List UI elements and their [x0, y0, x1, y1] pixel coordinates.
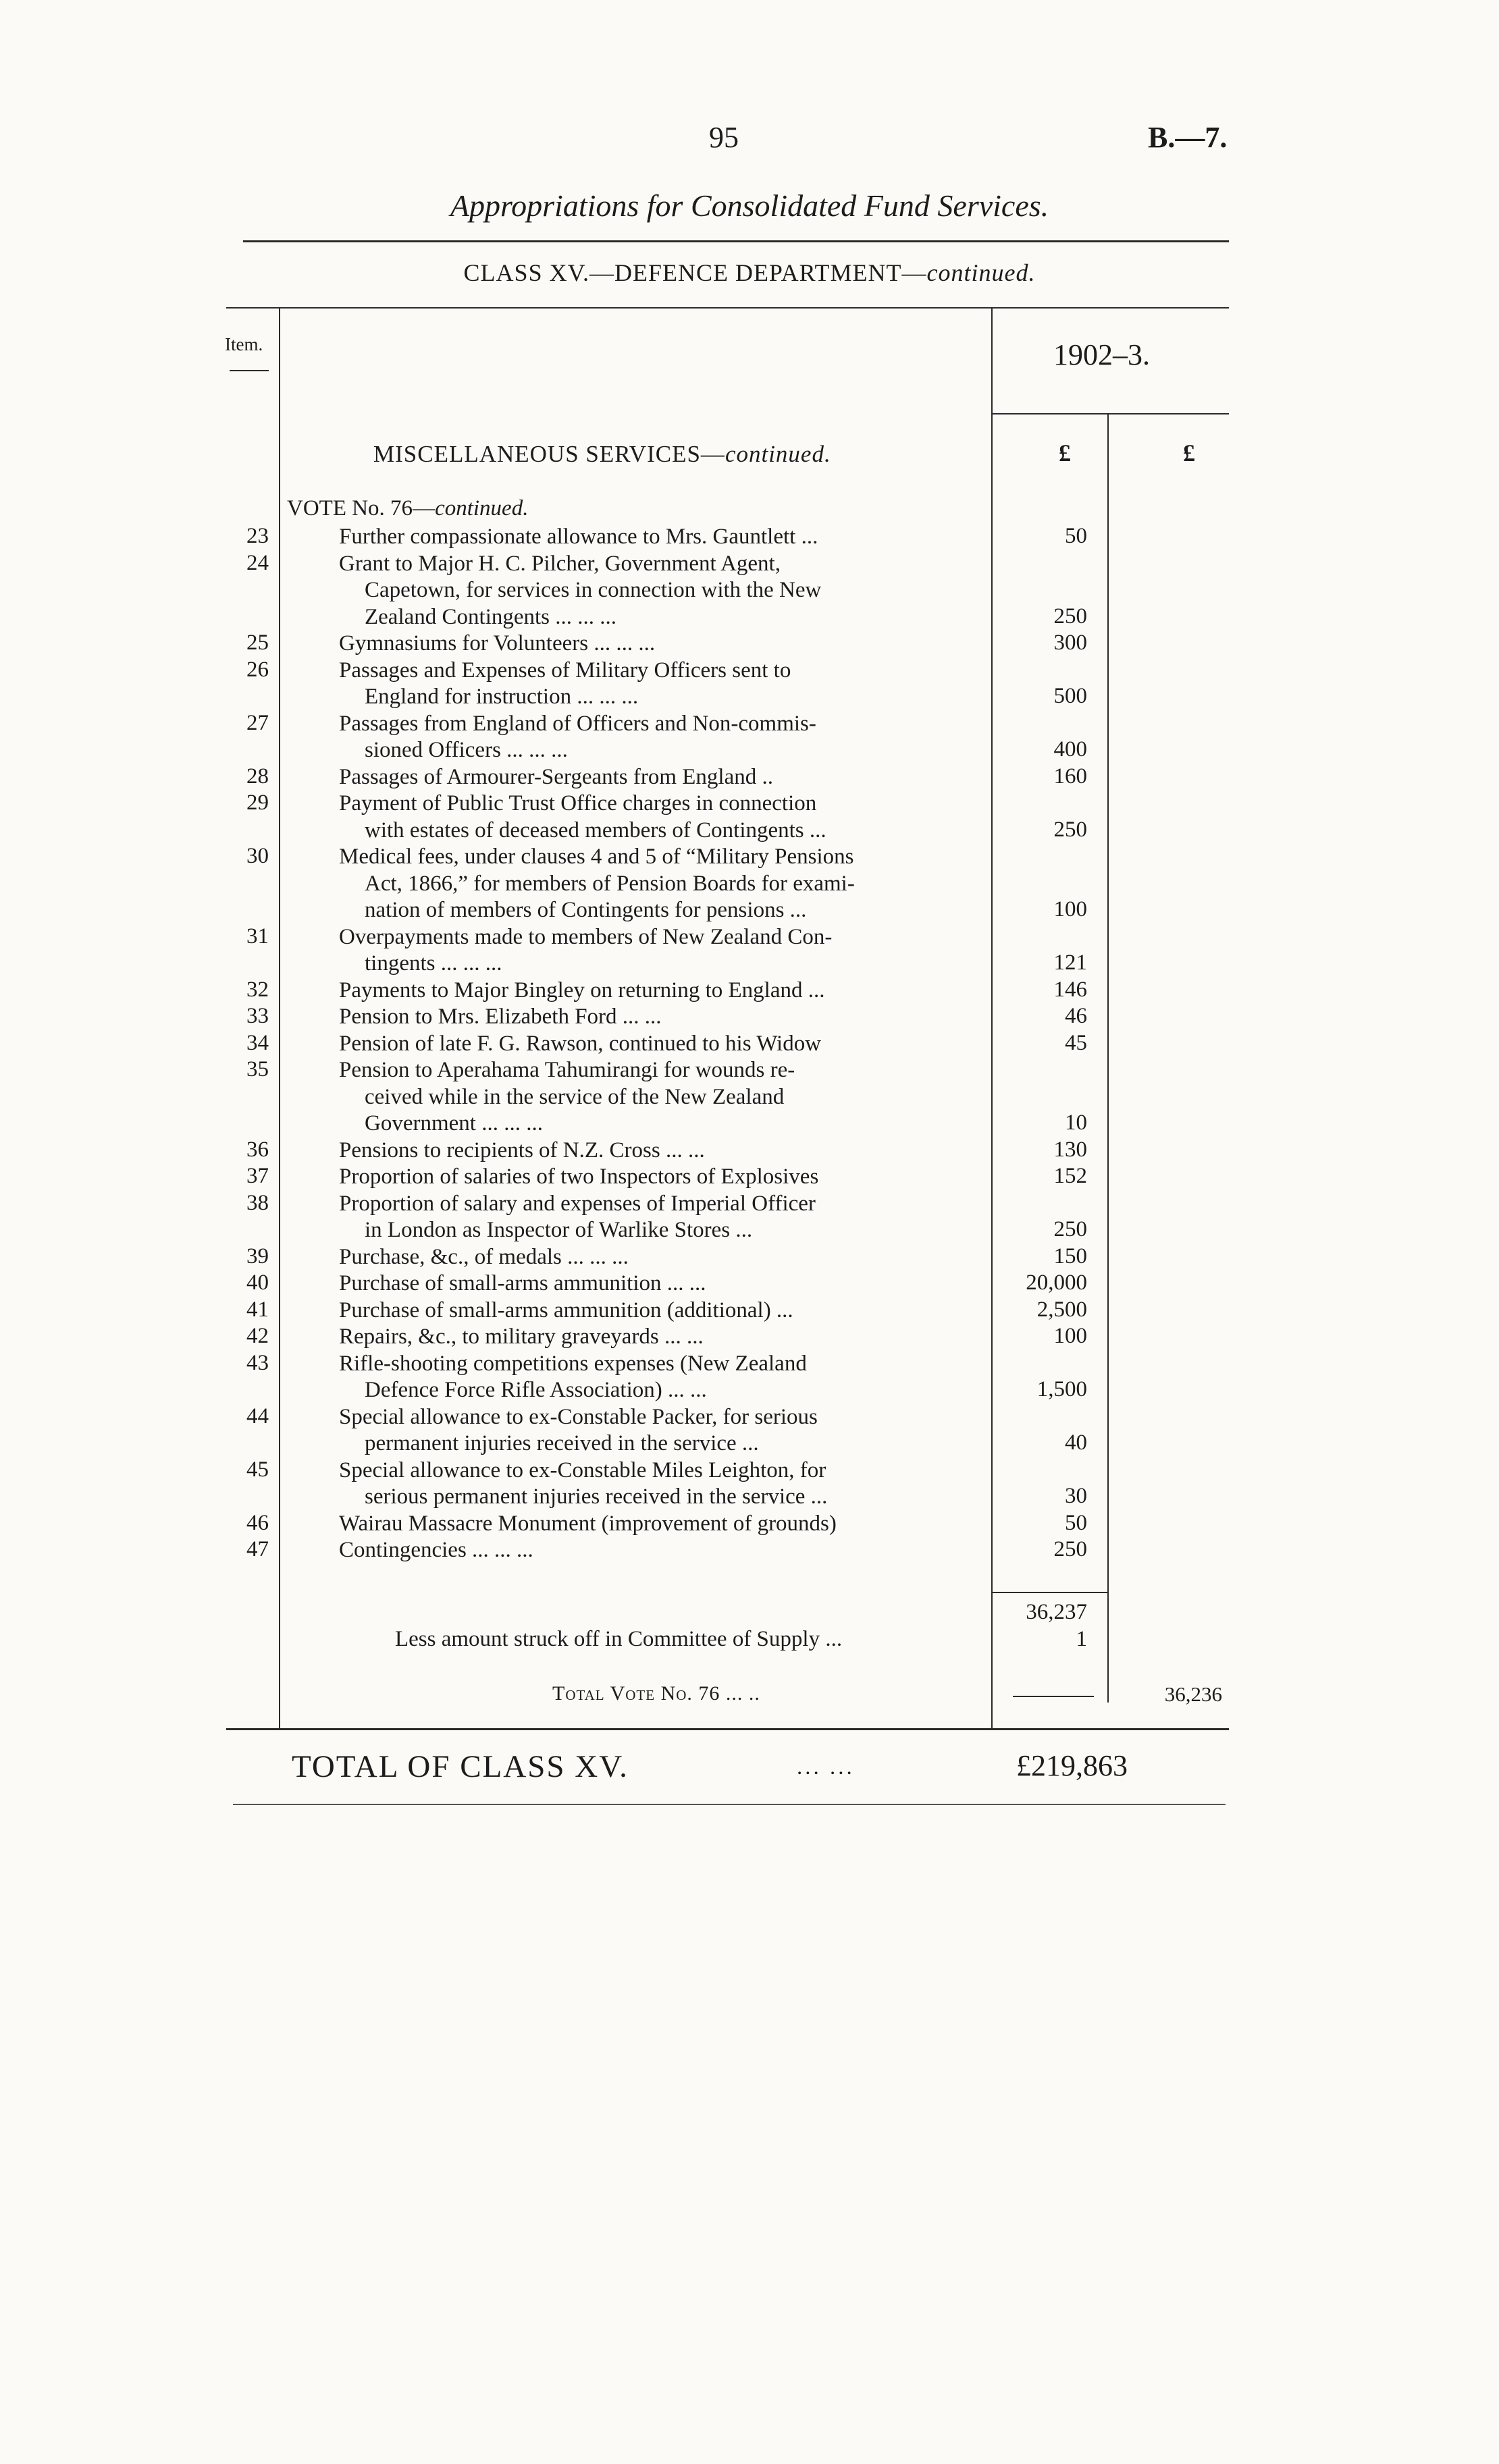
total-vote-label: Total Vote No. 76 ... .. [552, 1682, 760, 1705]
item-description-line: Pension of late F. G. Rawson, continued to his Widow [339, 1031, 822, 1056]
amount-column-divider [991, 308, 993, 1729]
item-description-line: Contingencies ... ... ... [339, 1538, 533, 1562]
item-description-line: Rifle-shooting competitions expenses (New Zealand [339, 1351, 807, 1376]
item-description-line: permanent injuries received in the service ... [365, 1431, 759, 1455]
section-heading-continued: continued. [725, 441, 831, 467]
item-description-line: Proportion of salary and expenses of Imperial Officer [339, 1191, 816, 1216]
item-description-line: Special allowance to ex-Constable Packer, for serious [339, 1404, 818, 1429]
item-number: 27 [246, 710, 269, 735]
item-number: 45 [246, 1457, 269, 1482]
item-description [339, 711, 982, 764]
item-number: 42 [246, 1324, 269, 1348]
vote-heading-continued: continued. [435, 496, 529, 520]
item-description [339, 551, 982, 631]
item-description-line: Pension to Mrs. Elizabeth Ford ... ... [339, 1005, 662, 1029]
item-amount: 50 [1065, 524, 1087, 548]
item-description-line: Further compassionate allowance to Mrs. Gauntlett ... [339, 525, 818, 549]
item-amount: 100 [1053, 1324, 1087, 1348]
item-description [339, 924, 982, 977]
item-number: 46 [246, 1510, 269, 1535]
item-amount: 146 [1053, 977, 1087, 1002]
item-description [339, 1057, 982, 1137]
item-amount: 50 [1065, 1510, 1087, 1535]
item-description-line: Overpayments made to members of New Zealand Con- [339, 924, 833, 949]
item-description-line: Repairs, &c., to military graveyards ... ... [339, 1324, 704, 1349]
item-number: 34 [246, 1030, 269, 1055]
item-amount: 250 [1053, 1217, 1087, 1241]
item-number: 24 [246, 550, 269, 575]
item-description-line: ceived while in the service of the New Zealand [365, 1084, 785, 1109]
less-struck-off-label: Less amount struck off in Committee of Supply ... [395, 1627, 843, 1651]
item-number: 39 [246, 1243, 269, 1268]
item-amount: 130 [1053, 1137, 1087, 1162]
total-vote-amount: 36,236 [1164, 1682, 1222, 1706]
item-number: 30 [246, 844, 269, 868]
item-description-line: tingents ... ... ... [365, 951, 502, 975]
item-description-line: Special allowance to ex-Constable Miles Leighton, for [339, 1457, 826, 1482]
item-description-line: Gymnasiums for Volunteers ... ... ... [339, 631, 656, 655]
item-description-line: Passages from England of Officers and Non-commis- [339, 711, 816, 736]
item-amount: 100 [1053, 897, 1087, 921]
table-bottom-rule [226, 1728, 1229, 1730]
item-number: 35 [246, 1057, 269, 1081]
item-header-underline [230, 370, 269, 371]
item-description-line: Payment of Public Trust Office charges in connection [339, 791, 817, 815]
item-description-line: Passages and Expenses of Military Officers sent to [339, 658, 791, 682]
item-amount: 160 [1053, 764, 1087, 788]
item-description [339, 524, 982, 551]
item-description-line: Defence Force Rifle Association) ... ... [365, 1378, 707, 1402]
item-header: Item. [225, 334, 263, 354]
item-description [339, 1191, 982, 1244]
item-amount: 30 [1065, 1484, 1087, 1508]
subcolumn-divider [1107, 413, 1109, 1703]
item-amount: 152 [1053, 1164, 1087, 1188]
item-description [339, 1244, 982, 1271]
item-description [339, 844, 982, 924]
item-description [339, 1137, 982, 1164]
total-class-label: TOTAL OF CLASS XV. [292, 1749, 629, 1784]
item-number: 28 [246, 764, 269, 788]
item-amount: 40 [1065, 1430, 1087, 1455]
item-description-line: Grant to Major H. C. Pilcher, Government Agent, [339, 551, 781, 576]
item-description-line: nation of members of Contingents for pensions ... [365, 898, 807, 922]
title-rule [243, 240, 1229, 242]
item-amount: 45 [1065, 1030, 1087, 1055]
item-description-line: Pension to Aperahama Tahumirangi for wounds re- [339, 1058, 795, 1082]
item-description [339, 1270, 982, 1297]
table-top-rule [226, 307, 1229, 309]
item-description-line: England for instruction ... ... ... [365, 685, 639, 709]
item-description [339, 764, 982, 791]
year-header: 1902–3. [1053, 338, 1150, 371]
currency-col1: £ [1059, 439, 1071, 466]
page-number: 95 [709, 121, 739, 154]
item-description [339, 1537, 982, 1564]
total-class-amount: £219,863 [1016, 1749, 1128, 1782]
less-struck-off-amount: 1 [1076, 1627, 1087, 1651]
item-description-line: Passages of Armourer-Sergeants from England .. [339, 764, 774, 789]
item-amount: 300 [1053, 631, 1087, 655]
item-description-line: Proportion of salaries of two Inspectors of Explosives [339, 1164, 819, 1189]
item-description-line: Pensions to recipients of N.Z. Cross ... ... [339, 1137, 705, 1162]
item-description-line: Zealand Contingents ... ... ... [365, 604, 617, 629]
item-number: 33 [246, 1004, 269, 1028]
item-amount: 150 [1053, 1243, 1087, 1268]
item-number: 38 [246, 1190, 269, 1215]
section-heading [373, 441, 831, 468]
year-header-rule [993, 413, 1229, 414]
item-description-line: Medical fees, under clauses 4 and 5 of “Military Pensions [339, 845, 854, 869]
item-amount: 250 [1053, 1537, 1087, 1561]
section-heading-main: MISCELLANEOUS SERVICES— [373, 441, 725, 467]
item-amount: 20,000 [1026, 1270, 1087, 1295]
item-description-line: Purchase of small-arms ammunition ... ... [339, 1271, 706, 1295]
class-heading-continued: continued. [926, 259, 1036, 286]
vote-heading [287, 496, 528, 521]
currency-col2: £ [1183, 439, 1195, 466]
item-description-line: Wairau Massacre Monument (improvement of grounds) [339, 1511, 837, 1536]
item-amount: 500 [1053, 684, 1087, 708]
subtotal-rule [993, 1592, 1107, 1593]
item-number: 47 [246, 1537, 269, 1561]
item-description-line: in London as Inspector of Warlike Stores ... [365, 1218, 753, 1242]
item-description-line: Act, 1866,” for members of Pension Boards for exami- [365, 871, 855, 896]
final-rule [233, 1804, 1226, 1805]
item-description [339, 1351, 982, 1404]
item-description [339, 1511, 982, 1538]
item-description [339, 1031, 982, 1058]
item-description [339, 1004, 982, 1031]
item-description [339, 658, 982, 711]
total-vote-rule [1013, 1696, 1094, 1697]
item-number: 25 [246, 631, 269, 655]
item-amount: 10 [1065, 1110, 1087, 1135]
item-number: 31 [246, 923, 269, 948]
item-number: 40 [246, 1270, 269, 1295]
page-title: Appropriations for Consolidated Fund Services. [450, 188, 1049, 223]
item-description-line: Purchase, &c., of medals ... ... ... [339, 1244, 629, 1269]
item-amount: 2,500 [1036, 1297, 1087, 1322]
item-amount: 46 [1065, 1004, 1087, 1028]
item-description [339, 791, 982, 844]
item-number: 44 [246, 1403, 269, 1428]
item-amount: 1,500 [1036, 1377, 1087, 1401]
item-number: 32 [246, 977, 269, 1002]
item-description-line: Capetown, for services in connection with the New [365, 578, 822, 602]
item-description-line: Purchase of small-arms ammunition (additional) ... [339, 1297, 793, 1322]
item-number: 23 [246, 524, 269, 548]
item-amount: 250 [1053, 604, 1087, 628]
item-number: 43 [246, 1350, 269, 1375]
item-amount: 250 [1053, 817, 1087, 842]
item-number: 41 [246, 1297, 269, 1322]
item-number: 29 [246, 791, 269, 815]
item-description [339, 1324, 982, 1351]
item-number: 36 [246, 1137, 269, 1162]
item-amount: 400 [1053, 737, 1087, 761]
item-description [339, 1404, 982, 1457]
item-description-line: sioned Officers ... ... ... [365, 738, 568, 762]
item-column-divider [279, 308, 280, 1729]
item-description [339, 1164, 982, 1191]
item-description-line: Payments to Major Bingley on returning to England ... [339, 977, 825, 1002]
item-number: 37 [246, 1164, 269, 1188]
item-description [339, 977, 982, 1005]
item-description [339, 1297, 982, 1324]
item-description [339, 1457, 982, 1511]
total-class-dots: ... ... [797, 1755, 855, 1779]
class-heading [0, 259, 1499, 287]
item-description-line: serious permanent injuries received in the service ... [365, 1484, 828, 1509]
class-heading-main: CLASS XV.—DEFENCE DEPARTMENT— [463, 259, 927, 286]
item-number: 26 [246, 657, 269, 682]
item-amount: 121 [1053, 950, 1087, 975]
document-reference: B.—7. [1148, 121, 1228, 154]
subtotal-amount: 36,237 [1026, 1600, 1087, 1624]
vote-heading-main: VOTE No. 76— [287, 496, 436, 520]
item-description-line: with estates of deceased members of Contingents ... [365, 818, 826, 842]
item-description-line: Government ... ... ... [365, 1111, 543, 1135]
item-description [339, 631, 982, 658]
